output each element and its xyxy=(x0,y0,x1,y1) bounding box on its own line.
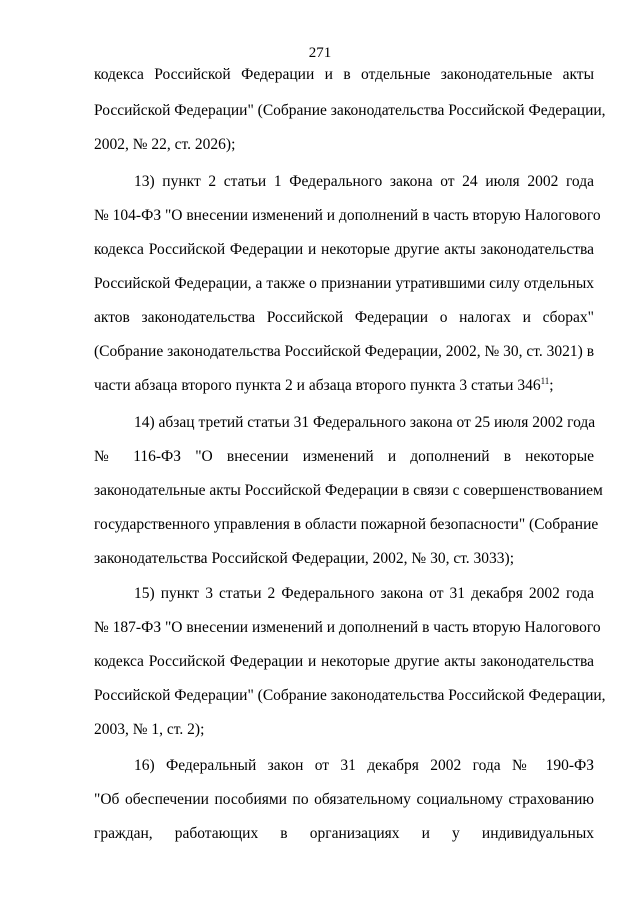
text-line: граждан, работающих в организациях и у индивидуальных xyxy=(94,825,594,842)
text-line: кодекса Российской Федерации и некоторые другие акты законодательства xyxy=(94,653,594,670)
text-line: (Собрание законодательства Российской Федерации, 2002, № 30, ст. 3021) в xyxy=(94,343,595,360)
text-line-content: части абзаца второго пункта 2 и абзаца второго пункта 3 статьи 346 xyxy=(94,377,541,394)
text-line: Российской Федерации" (Собрание законодательства Российской Федерации, xyxy=(94,687,606,704)
text-line: Российской Федерации" (Собрание законодательства Российской Федерации, xyxy=(94,102,606,119)
text-line: 2002, № 22, ст. 2026); xyxy=(94,136,236,153)
text-line xyxy=(94,376,594,396)
text-line: № 187-ФЗ "О внесении изменений и дополнений в часть вторую Налогового xyxy=(94,619,601,636)
text-line: 2003, № 1, ст. 2); xyxy=(94,721,205,738)
text-line: 13) пункт 2 статьи 1 Федерального закона от 24 июля 2002 года xyxy=(134,173,594,190)
text-line: № 116-ФЗ "О внесении изменений и дополнений в некоторые xyxy=(94,448,594,465)
text-line: 15) пункт 3 статьи 2 Федерального закона от 31 декабря 2002 года xyxy=(134,585,594,602)
text-line: Российской Федерации, а также о признании утратившими силу отдельных xyxy=(94,275,594,292)
text-line: № 104-ФЗ "О внесении изменений и дополнений в часть вторую Налогового xyxy=(94,207,601,224)
text-line: "Об обеспечении пособиями по обязательному социальному страхованию xyxy=(94,791,594,808)
text-line: законодательства Российской Федерации, 2002, № 30, ст. 3033); xyxy=(94,550,515,567)
text-line: 16) Федеральный закон от 31 декабря 2002 года № 190-ФЗ xyxy=(134,757,594,774)
text-line: 14) абзац третий статьи 31 Федерального закона от 25 июля 2002 года xyxy=(134,414,596,431)
text-line: государственного управления в области пожарной безопасности" (Собрание xyxy=(94,516,599,533)
text-line: законодательные акты Российской Федерации в связи с совершенствованием xyxy=(94,482,603,499)
text-line: актов законодательства Российской Федерации о налогах и сборах" xyxy=(94,309,594,326)
line-suffix: ; xyxy=(549,377,554,394)
text-line: кодекса Российской Федерации и в отдельные законодательные акты xyxy=(94,66,594,83)
page-number: 271 xyxy=(308,45,332,61)
superscript: 11 xyxy=(540,376,550,386)
text-line: кодекса Российской Федерации и некоторые другие акты законодательства xyxy=(94,241,594,258)
